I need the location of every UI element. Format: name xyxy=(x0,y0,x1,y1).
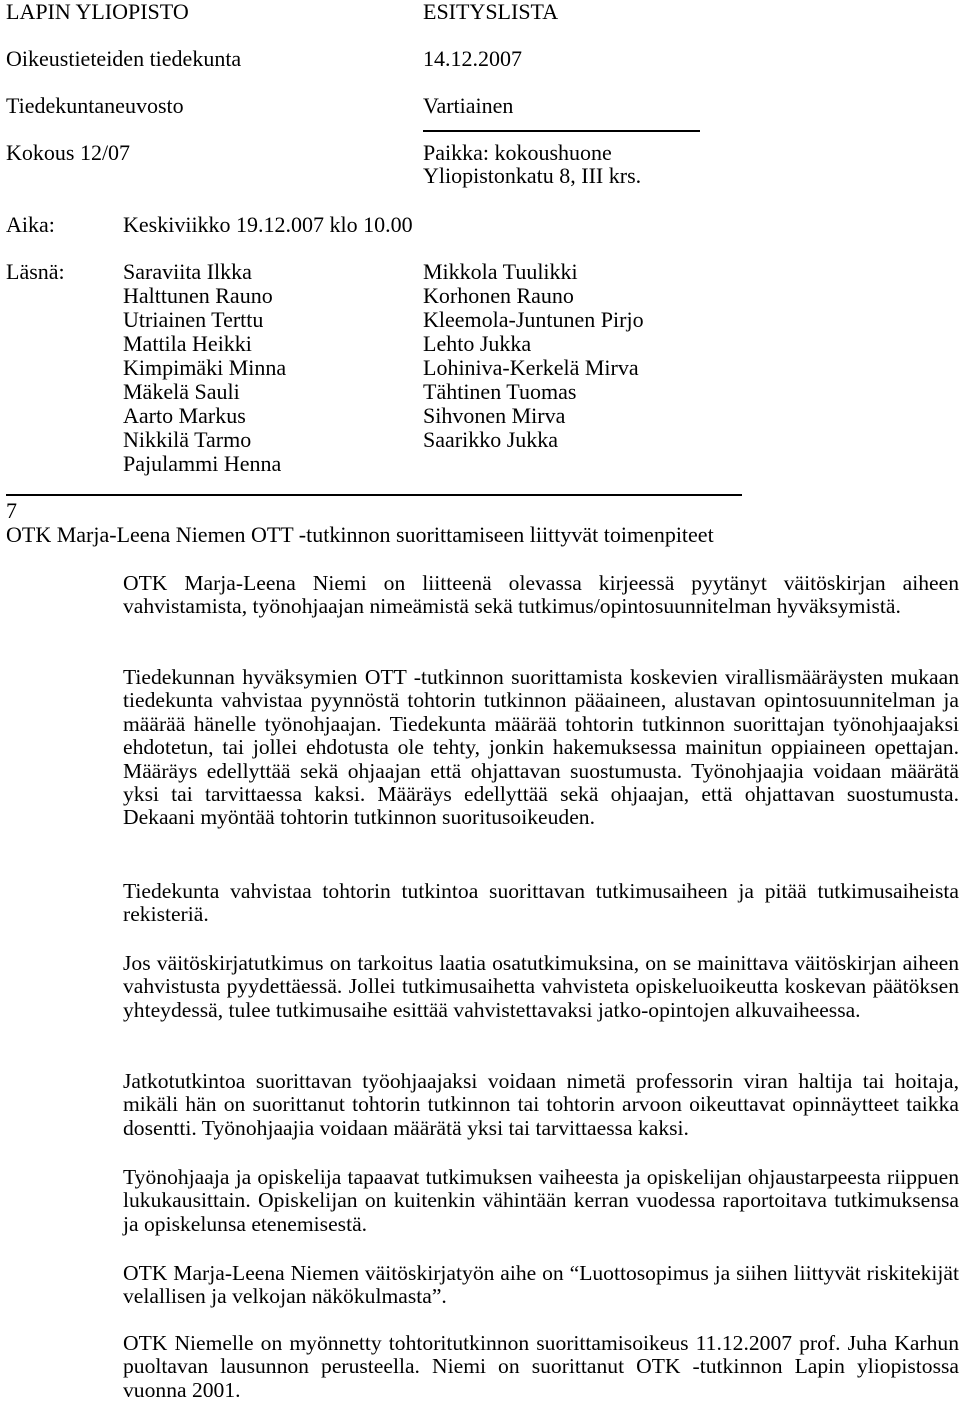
present-list-right xyxy=(423,260,644,452)
paragraph: Työnohjaaja ja opiskelija tapaavat tutkimuksen vaiheesta ja opiskelijan ohjaustarpeesta riippuen lukukausittain. Opiskelijan on kuitenkin vähintään kerran vuodessa raportoitava tutkimuksensa ja opiskelunsa etenemisestä. xyxy=(123,1165,959,1236)
meeting-place: Paikka: kokoushuone xyxy=(423,140,612,165)
attendee-name: Mattila Heikki xyxy=(123,331,252,356)
attendee-name: Pajulammi Henna xyxy=(123,451,282,476)
attendee-name: Halttunen Rauno xyxy=(123,283,273,308)
attendee-name: Aarto Markus xyxy=(123,403,246,428)
paragraph: OTK Niemelle on myönnetty tohtoritutkinnon suorittamisoikeus 11.12.2007 prof. Juha Karhun puoltavan lausunnon perusteella. Niemi on suorittanut OTK -tutkinnon Lapin yliopistossa vuonna 2001. xyxy=(123,1331,959,1402)
section-divider xyxy=(6,494,742,496)
attendee-name: Nikkilä Tarmo xyxy=(123,427,252,452)
attendee-name: Kleemola-Juntunen Pirjo xyxy=(423,307,644,332)
faculty-name: Oikeustieteiden tiedekunta xyxy=(6,46,242,71)
attendee-name: Lohiniva-Kerkelä Mirva xyxy=(423,355,639,380)
header-divider xyxy=(423,130,700,132)
attendee-name: Tähtinen Tuomas xyxy=(423,379,577,404)
document-type: ESITYSLISTA xyxy=(423,0,559,24)
time-value: Keskiviikko 19.12.007 klo 10.00 xyxy=(123,212,413,237)
item-number: 7 xyxy=(6,498,17,523)
attendee-name: Sihvonen Mirva xyxy=(423,403,566,428)
paragraph: OTK Marja-Leena Niemen väitöskirjatyön aihe on “Luottosopimus ja siihen liittyvät riskitekijät velallisen ja velkojan näkökulmasta”. xyxy=(123,1261,959,1309)
present-list-left xyxy=(123,260,286,476)
item-title: OTK Marja-Leena Niemen OTT -tutkinnon suorittamiseen liittyvät toimenpiteet xyxy=(6,522,714,547)
meeting-number: Kokous 12/07 xyxy=(6,140,131,165)
paragraph: OTK Marja-Leena Niemi on liitteenä olevassa kirjeessä pyytänyt väitöskirjan aiheen vahvistamista, työnohjaajan nimeämistä sekä tutkimus/opintosuunnitelman hyväksymistä. xyxy=(123,571,959,619)
attendee-name: Saraviita Ilkka xyxy=(123,259,252,284)
paragraph: Jatkotutkintoa suorittavan työohjaajaksi voidaan nimetä professorin viran haltija tai hoitaja, mikäli hän on suorittanut tohtorin tutkinnon tai tohtorin arvoon oikeuttavat opinnäytteet taikka dosentti. Työnohjaajia voidaan määrätä yksi tai tarvittaessa kaksi. xyxy=(123,1069,959,1140)
attendee-name: Lehto Jukka xyxy=(423,331,532,356)
attendee-name: Mäkelä Sauli xyxy=(123,379,240,404)
time-label: Aika: xyxy=(6,212,55,237)
paragraph: Jos väitöskirjatutkimus on tarkoitus laatia osatutkimuksina, on se mainittava väitöskirjan aiheen vahvistusta pyydettäessä. Jollei tutkimusaihetta vahvisteta opiskeluoikeutta koskevan päätöksen yhteydessä, tulee tutkimusaihe esittää vahvistettavaksi jatko-opintojen alkuvaiheessa. xyxy=(123,951,959,1022)
attendee-name: Saarikko Jukka xyxy=(423,427,559,452)
present-label: Läsnä: xyxy=(6,259,65,284)
attendee-name: Korhonen Rauno xyxy=(423,283,574,308)
attendee-name: Utriainen Terttu xyxy=(123,307,264,332)
paragraph: Tiedekunta vahvistaa tohtorin tutkintoa suorittavan tutkimusaiheen ja pitää tutkimusaiheista rekisteriä. xyxy=(123,879,959,927)
attendee-name: Kimpimäki Minna xyxy=(123,355,287,380)
council-name: Tiedekuntaneuvosto xyxy=(6,93,184,118)
attendee-name: Mikkola Tuulikki xyxy=(423,259,578,284)
paragraph: Tiedekunnan hyväksymien OTT -tutkinnon suorittamista koskevien virallismääräysten mukaan tiedekunta vahvistaa pyynnöstä tohtorin tutkinnon pääaineen, alustavan opintosuunnitelman ja määrää hänelle työnohjaajan. Tiedekunta määrää tohtorin tutkinnon suorittajan työnohjaajaksi ehdotetun, tai jollei ehdotusta ole tehty, jonkin hakemuksessa mainitun oppiaineen opettajan. Määräys edellyttää sekä ohjaajan että ohjattavan suostumusta. Työnohjaajia voidaan määrätä yksi tai tarvittaessa kaksi. Määräys edellyttää sekä ohjaajan, että ohjattavan suostumusta. Dekaani myöntää tohtorin tutkinnon suoritusoikeuden. xyxy=(123,665,959,830)
document-author: Vartiainen xyxy=(423,93,514,118)
university-name: LAPIN YLIOPISTO xyxy=(6,0,189,24)
document-date: 14.12.2007 xyxy=(423,46,522,71)
meeting-address: Yliopistonkatu 8, III krs. xyxy=(423,163,642,188)
